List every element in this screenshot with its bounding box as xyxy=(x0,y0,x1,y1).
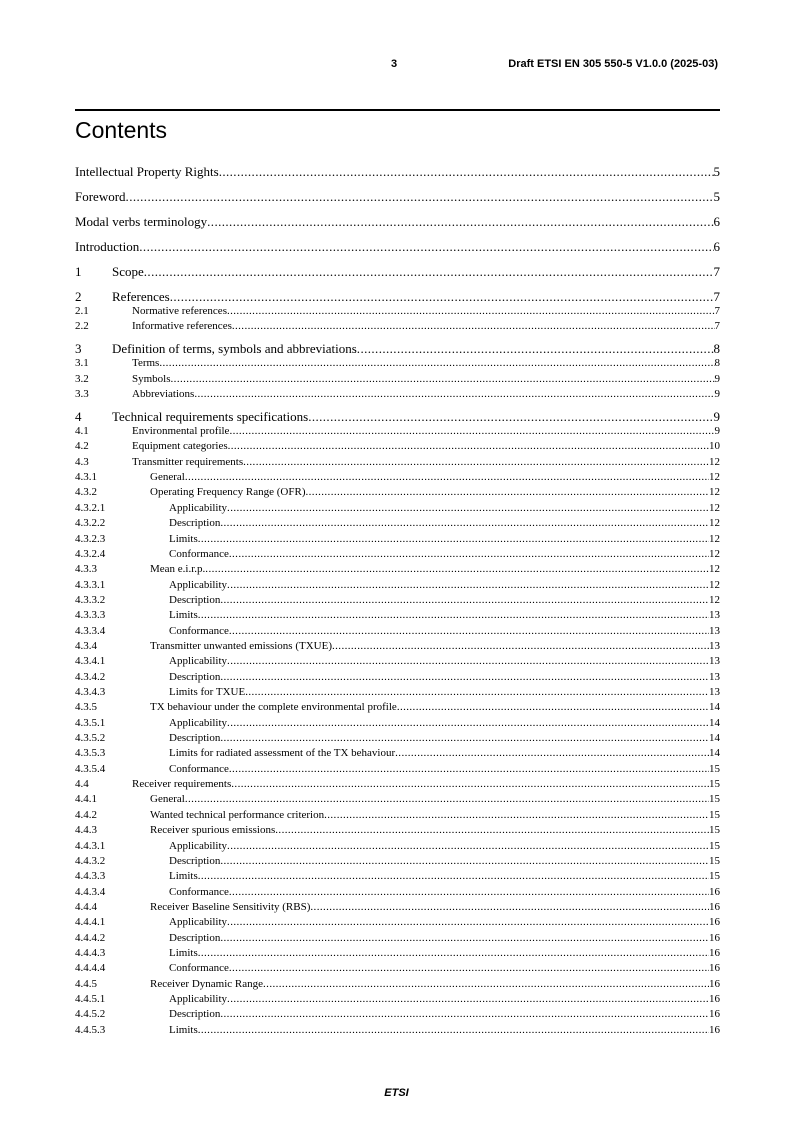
toc-leader-dots xyxy=(227,717,709,729)
toc-leader-dots xyxy=(205,563,709,575)
toc-entry-label: Limits xyxy=(169,870,198,883)
toc-entry-label: Intellectual Property Rights xyxy=(75,164,219,179)
toc-entry[interactable] xyxy=(75,809,720,821)
toc-leader-dots xyxy=(243,456,709,468)
toc-entry[interactable] xyxy=(75,533,720,545)
header-rule xyxy=(75,109,720,111)
toc-entry-label: Terms xyxy=(132,357,160,370)
toc-entry[interactable] xyxy=(75,189,720,205)
toc-entry[interactable] xyxy=(75,747,720,759)
toc-entry-page: 5 xyxy=(713,164,720,179)
toc-entry-label: Applicability xyxy=(169,655,228,668)
toc-leader-dots xyxy=(227,993,709,1005)
toc-entry-label: Receiver requirements xyxy=(132,778,232,791)
toc-entry-page: 13 xyxy=(709,655,720,668)
footer-etsi: ETSI xyxy=(384,1087,409,1099)
toc-entry-number: 4.3.1 xyxy=(75,471,97,484)
toc-leader-dots xyxy=(220,594,709,606)
toc-entry[interactable] xyxy=(75,671,720,683)
toc-entry-page: 7 xyxy=(714,305,720,317)
toc-leader-dots xyxy=(231,778,709,790)
toc-entry[interactable] xyxy=(75,932,720,944)
toc-entry-label: Description xyxy=(169,732,221,745)
toc-entry-number: 4.3.3.4 xyxy=(75,624,106,637)
toc-entry-page: 15 xyxy=(709,824,720,837)
toc-entry-page: 13 xyxy=(709,686,720,698)
toc-entry-page: 7 xyxy=(713,289,720,304)
toc-entry-page: 13 xyxy=(709,624,720,637)
toc-leader-dots xyxy=(219,164,714,180)
toc-entry[interactable] xyxy=(75,305,720,317)
toc-entry[interactable] xyxy=(75,717,720,729)
toc-entry-label: Conformance xyxy=(169,885,229,898)
toc-leader-dots xyxy=(207,214,713,230)
toc-entry[interactable] xyxy=(75,579,720,591)
toc-entry[interactable] xyxy=(75,594,720,606)
toc-entry-label: Conformance xyxy=(169,762,229,775)
toc-entry[interactable] xyxy=(75,502,720,514)
toc-entry[interactable] xyxy=(75,625,720,637)
toc-entry-label: Symbols xyxy=(132,372,171,385)
toc-entry-label: Definition of terms, symbols and abbreviations xyxy=(112,341,357,357)
toc-entry[interactable] xyxy=(75,824,720,836)
toc-leader-dots xyxy=(198,533,709,545)
toc-leader-dots xyxy=(229,962,709,974)
toc-entry-number: 4.4.5.2 xyxy=(75,1008,106,1021)
toc-entry-label: Description xyxy=(169,854,221,867)
toc-entry[interactable] xyxy=(75,732,720,744)
toc-entry[interactable] xyxy=(75,916,720,928)
toc-entry-page: 13 xyxy=(709,639,720,652)
toc-entry-page: 12 xyxy=(709,547,720,560)
toc-entry-page: 12 xyxy=(709,501,720,514)
toc-entry-label: Description xyxy=(169,670,221,683)
toc-entry-number: 4.3.5.2 xyxy=(75,732,106,745)
toc-entry-label: Description xyxy=(169,593,221,606)
toc-entry[interactable] xyxy=(75,456,720,468)
toc-entry[interactable] xyxy=(75,793,720,805)
toc-entry-page: 14 xyxy=(709,732,720,745)
toc-entry-number: 2.2 xyxy=(75,320,89,333)
toc-leader-dots xyxy=(198,947,709,959)
toc-entry-page: 8 xyxy=(713,341,720,357)
toc-entry-page: 7 xyxy=(713,264,720,279)
toc-entry-label: General xyxy=(150,793,185,806)
toc-entry-number: 4.3.5 xyxy=(75,701,97,714)
toc-entry-page: 12 xyxy=(709,578,720,591)
toc-entry-page: 5 xyxy=(713,189,720,204)
toc-entry-label: Limits xyxy=(169,946,198,959)
toc-entry-page: 7 xyxy=(714,320,720,333)
toc-entry[interactable] xyxy=(75,778,720,790)
toc-entry-number: 4.4.3 xyxy=(75,824,97,837)
toc-entry-page: 12 xyxy=(709,517,720,530)
toc-entry-page: 15 xyxy=(709,870,720,883)
toc-entry-page: 9 xyxy=(714,372,720,385)
toc-entry-label: Modal verbs terminology xyxy=(75,214,208,229)
page-title: Contents xyxy=(75,117,168,143)
toc-entry-number: 4.4.3.3 xyxy=(75,870,106,883)
toc-entry-label: Limits for TXUE xyxy=(169,686,246,698)
toc-entry[interactable] xyxy=(75,947,720,959)
toc-entry[interactable] xyxy=(75,373,720,385)
toc-entry-page: 8 xyxy=(714,357,720,370)
toc-entry-label: Abbreviations xyxy=(132,388,195,401)
toc-entry-label: Technical requirements specifications xyxy=(112,409,309,425)
toc-entry-number: 4.3.2.3 xyxy=(75,532,106,545)
toc-entry-number: 4.3.3 xyxy=(75,563,97,576)
toc-entry-number: 4.3.3.1 xyxy=(75,578,106,591)
toc-entry-page: 10 xyxy=(709,440,720,453)
toc-entry-page: 14 xyxy=(709,701,720,714)
toc-leader-dots xyxy=(397,701,709,713)
toc-entry-number: 4.3.4.2 xyxy=(75,670,106,683)
toc-entry-label: TX behaviour under the complete environmental profile xyxy=(150,701,397,714)
toc-entry-page: 15 xyxy=(709,854,720,867)
toc-entry[interactable] xyxy=(75,901,720,913)
toc-entry-label: Informative references xyxy=(132,320,232,333)
toc-entry-page: 9 xyxy=(713,409,720,425)
toc-entry-page: 12 xyxy=(709,593,720,606)
toc-entry[interactable] xyxy=(75,886,720,898)
toc-entry-page: 16 xyxy=(709,993,720,1005)
toc-entry-number: 4.4.3.1 xyxy=(75,839,106,852)
toc-entry[interactable] xyxy=(75,763,720,775)
toc-entry-label: Description xyxy=(169,517,221,530)
toc-entry-label: Conformance xyxy=(169,962,229,975)
toc-entry[interactable] xyxy=(75,388,720,400)
toc-entry[interactable] xyxy=(75,357,720,369)
toc-entry[interactable] xyxy=(75,214,720,230)
toc-leader-dots xyxy=(227,655,709,667)
toc-entry-number: 1 xyxy=(75,264,82,279)
toc-entry-number: 4.4.5 xyxy=(75,977,97,990)
toc-entry-number: 3.1 xyxy=(75,357,89,370)
toc-entry-number: 4.3.2.4 xyxy=(75,547,106,560)
toc-entry-label: Applicability xyxy=(169,578,228,591)
toc-entry-label: Applicability xyxy=(169,501,228,514)
toc-leader-dots xyxy=(220,1008,709,1020)
toc-entry-number: 4.4.3.4 xyxy=(75,885,106,898)
toc-entry[interactable] xyxy=(75,686,720,698)
toc-leader-dots xyxy=(229,886,709,898)
toc-entry-label: Receiver spurious emissions xyxy=(150,824,276,837)
toc-entry-number: 4.2 xyxy=(75,440,89,453)
toc-entry-label: Applicability xyxy=(169,993,228,1005)
toc-leader-dots xyxy=(227,305,715,317)
toc-entry[interactable] xyxy=(75,517,720,529)
toc-entry[interactable] xyxy=(75,870,720,882)
toc-entry-number: 4.3 xyxy=(75,455,89,468)
toc-leader-dots xyxy=(170,289,714,305)
toc-entry-number: 4.3.3.2 xyxy=(75,593,106,606)
toc-entry-page: 13 xyxy=(709,670,720,683)
toc-leader-dots xyxy=(324,809,709,821)
toc-entry-page: 6 xyxy=(713,214,720,229)
toc-entry-number: 2.1 xyxy=(75,305,89,317)
toc-leader-dots xyxy=(310,901,709,913)
toc-entry-number: 4.3.4.3 xyxy=(75,686,106,698)
toc-entry-page: 14 xyxy=(709,747,720,760)
toc-entry-label: Receiver Baseline Sensitivity (RBS) xyxy=(150,900,311,913)
toc-entry-number: 4.3.4.1 xyxy=(75,655,106,668)
toc-entry-label: Description xyxy=(169,1008,221,1021)
toc-leader-dots xyxy=(126,189,714,205)
toc-leader-dots xyxy=(139,239,713,255)
toc-entry-page: 12 xyxy=(709,471,720,484)
toc-entry-label: Conformance xyxy=(169,624,229,637)
toc-entry[interactable] xyxy=(75,440,720,452)
toc-entry-number: 3.2 xyxy=(75,372,89,385)
toc-leader-dots xyxy=(229,763,709,775)
toc-entry-label: References xyxy=(112,289,170,304)
toc-entry-page: 15 xyxy=(709,762,720,775)
toc-entry-number: 4.4.5.1 xyxy=(75,993,106,1005)
toc-entry[interactable] xyxy=(75,409,720,425)
toc-leader-dots xyxy=(227,579,709,591)
toc-entry[interactable] xyxy=(75,978,720,990)
toc-entry[interactable] xyxy=(75,840,720,852)
toc-entry-page: 12 xyxy=(709,455,720,468)
toc-entry-page: 15 xyxy=(709,793,720,806)
toc-entry-page: 16 xyxy=(709,885,720,898)
toc-leader-dots xyxy=(220,671,709,683)
toc-entry-page: 16 xyxy=(709,946,720,959)
toc-entry-page: 12 xyxy=(709,486,720,499)
toc-entry[interactable] xyxy=(75,1024,720,1036)
toc-entry-label: Receiver Dynamic Range xyxy=(150,977,264,990)
toc-entry-label: Foreword xyxy=(75,189,126,204)
toc-entry-number: 4.4.5.3 xyxy=(75,1023,106,1036)
toc-entry-page: 6 xyxy=(713,239,720,254)
toc-leader-dots xyxy=(185,471,709,483)
toc-entry[interactable] xyxy=(75,962,720,974)
toc-entry-page: 16 xyxy=(709,916,720,929)
toc-entry[interactable] xyxy=(75,655,720,667)
toc-entry-label: Scope xyxy=(112,264,144,279)
toc-leader-dots xyxy=(308,409,713,425)
toc-entry-number: 4.4 xyxy=(75,778,89,791)
toc-leader-dots xyxy=(220,517,709,529)
toc-entry-label: General xyxy=(150,471,185,484)
toc-leader-dots xyxy=(245,686,709,698)
toc-entry[interactable] xyxy=(75,1008,720,1020)
toc-leader-dots xyxy=(229,548,709,560)
toc-entry-number: 4.4.2 xyxy=(75,808,97,821)
toc-entry[interactable] xyxy=(75,701,720,713)
toc-leader-dots xyxy=(227,502,709,514)
toc-entry-number: 2 xyxy=(75,289,82,304)
toc-entry-page: 14 xyxy=(709,716,720,729)
toc-leader-dots xyxy=(228,440,709,452)
toc-leader-dots xyxy=(227,916,709,928)
toc-entry[interactable] xyxy=(75,164,720,180)
toc-entry-number: 4.3.2 xyxy=(75,486,97,499)
toc-entry[interactable] xyxy=(75,320,720,332)
toc-leader-dots xyxy=(144,264,714,280)
page-number: 3 xyxy=(391,58,398,70)
toc-leader-dots xyxy=(194,388,714,400)
toc-entry-label: Applicability xyxy=(169,716,228,729)
toc-leader-dots xyxy=(185,793,709,805)
toc-entry-page: 15 xyxy=(709,778,720,791)
toc-entry-number: 4.4.4.1 xyxy=(75,916,106,929)
toc-entry-number: 4.3.2.1 xyxy=(75,501,106,514)
toc-entry-page: 16 xyxy=(709,931,720,944)
toc-entry[interactable] xyxy=(75,640,720,652)
toc-entry-label: Environmental profile xyxy=(132,425,230,438)
toc-entry-page: 16 xyxy=(709,1008,720,1021)
toc-entry-label: Normative references xyxy=(132,305,227,317)
toc-entry-number: 4.4.4 xyxy=(75,900,97,913)
toc-entry-label: Limits xyxy=(169,532,198,545)
toc-entry[interactable] xyxy=(75,239,720,255)
toc-entry-number: 3.3 xyxy=(75,388,89,401)
toc-entry[interactable] xyxy=(75,471,720,483)
toc-entry-label: Equipment categories xyxy=(132,440,228,453)
toc-entry-number: 4.4.4.3 xyxy=(75,946,106,959)
toc-entry-number: 4.3.5.1 xyxy=(75,716,106,729)
toc-entry-label: Limits xyxy=(169,609,198,622)
toc-entry[interactable] xyxy=(75,341,720,357)
toc-entry-label: Introduction xyxy=(75,239,140,254)
toc-entry[interactable] xyxy=(75,563,720,575)
toc-entry-page: 9 xyxy=(714,425,720,438)
toc-entry-label: Applicability xyxy=(169,916,228,929)
toc-entry-page: 12 xyxy=(709,532,720,545)
toc-entry-number: 4.4.3.2 xyxy=(75,854,106,867)
toc-entry-number: 3 xyxy=(75,341,82,357)
toc-leader-dots xyxy=(159,357,714,369)
document-id: Draft ETSI EN 305 550-5 V1.0.0 (2025-03) xyxy=(508,58,718,70)
toc-entry-label: Conformance xyxy=(169,547,229,560)
toc-entry-number: 4.3.3.3 xyxy=(75,609,106,622)
toc-entry-number: 4.3.5.4 xyxy=(75,762,106,775)
toc-leader-dots xyxy=(263,978,709,990)
toc-entry-number: 4.3.2.2 xyxy=(75,517,106,530)
toc-entry-page: 16 xyxy=(709,1023,720,1036)
toc-entry-number: 4.3.4 xyxy=(75,639,97,652)
toc-entry-page: 13 xyxy=(709,609,720,622)
toc-leader-dots xyxy=(229,425,714,437)
toc-entry-label: Transmitter unwanted emissions (TXUE) xyxy=(150,639,332,652)
toc-entry[interactable] xyxy=(75,993,720,1005)
toc-entry[interactable] xyxy=(75,548,720,560)
toc-entry-number: 4.4.4.4 xyxy=(75,962,106,975)
toc-entry-number: 4.1 xyxy=(75,425,89,438)
toc-entry-page: 9 xyxy=(714,388,720,401)
toc-leader-dots xyxy=(357,341,714,357)
toc-entry[interactable] xyxy=(75,289,720,305)
toc-leader-dots xyxy=(198,609,709,621)
toc-entry-number: 4.3.5.3 xyxy=(75,747,106,760)
toc-entry-page: 16 xyxy=(709,977,720,990)
toc-leader-dots xyxy=(395,747,709,759)
toc-leader-dots xyxy=(220,732,709,744)
toc-entry-label: Wanted technical performance criterion xyxy=(150,808,325,821)
toc-entry-label: Description xyxy=(169,931,221,944)
toc-entry-page: 12 xyxy=(709,563,720,576)
toc-entry[interactable] xyxy=(75,855,720,867)
toc-entry-page: 15 xyxy=(709,839,720,852)
toc-leader-dots xyxy=(332,640,709,652)
toc-entry-page: 16 xyxy=(709,962,720,975)
toc-entry-label: Limits for radiated assessment of the TX behaviour xyxy=(169,747,396,760)
toc-entry-page: 15 xyxy=(709,808,720,821)
toc-leader-dots xyxy=(171,373,715,385)
toc-leader-dots xyxy=(198,1024,709,1036)
toc-leader-dots xyxy=(227,840,709,852)
toc-entry-number: 4 xyxy=(75,409,82,425)
toc-entry-label: Applicability xyxy=(169,839,228,852)
toc-leader-dots xyxy=(198,870,709,882)
toc-entry-label: Transmitter requirements xyxy=(132,455,244,468)
toc-entry[interactable] xyxy=(75,264,720,280)
toc-entry-number: 4.4.4.2 xyxy=(75,931,106,944)
toc-leader-dots xyxy=(232,320,715,332)
toc-leader-dots xyxy=(220,932,709,944)
toc-entry-number: 4.4.1 xyxy=(75,793,97,806)
toc-entry[interactable] xyxy=(75,486,720,498)
toc-entry-label: Operating Frequency Range (OFR) xyxy=(150,486,306,499)
toc-leader-dots xyxy=(220,855,709,867)
toc-leader-dots xyxy=(275,824,709,836)
toc-leader-dots xyxy=(306,486,710,498)
toc-entry[interactable] xyxy=(75,425,720,437)
toc-entry-label: Mean e.i.r.p. xyxy=(150,563,206,576)
toc-entry-label: Limits xyxy=(169,1023,198,1036)
toc-entry-page: 16 xyxy=(709,900,720,913)
toc-entry[interactable] xyxy=(75,609,720,621)
toc-leader-dots xyxy=(229,625,709,637)
